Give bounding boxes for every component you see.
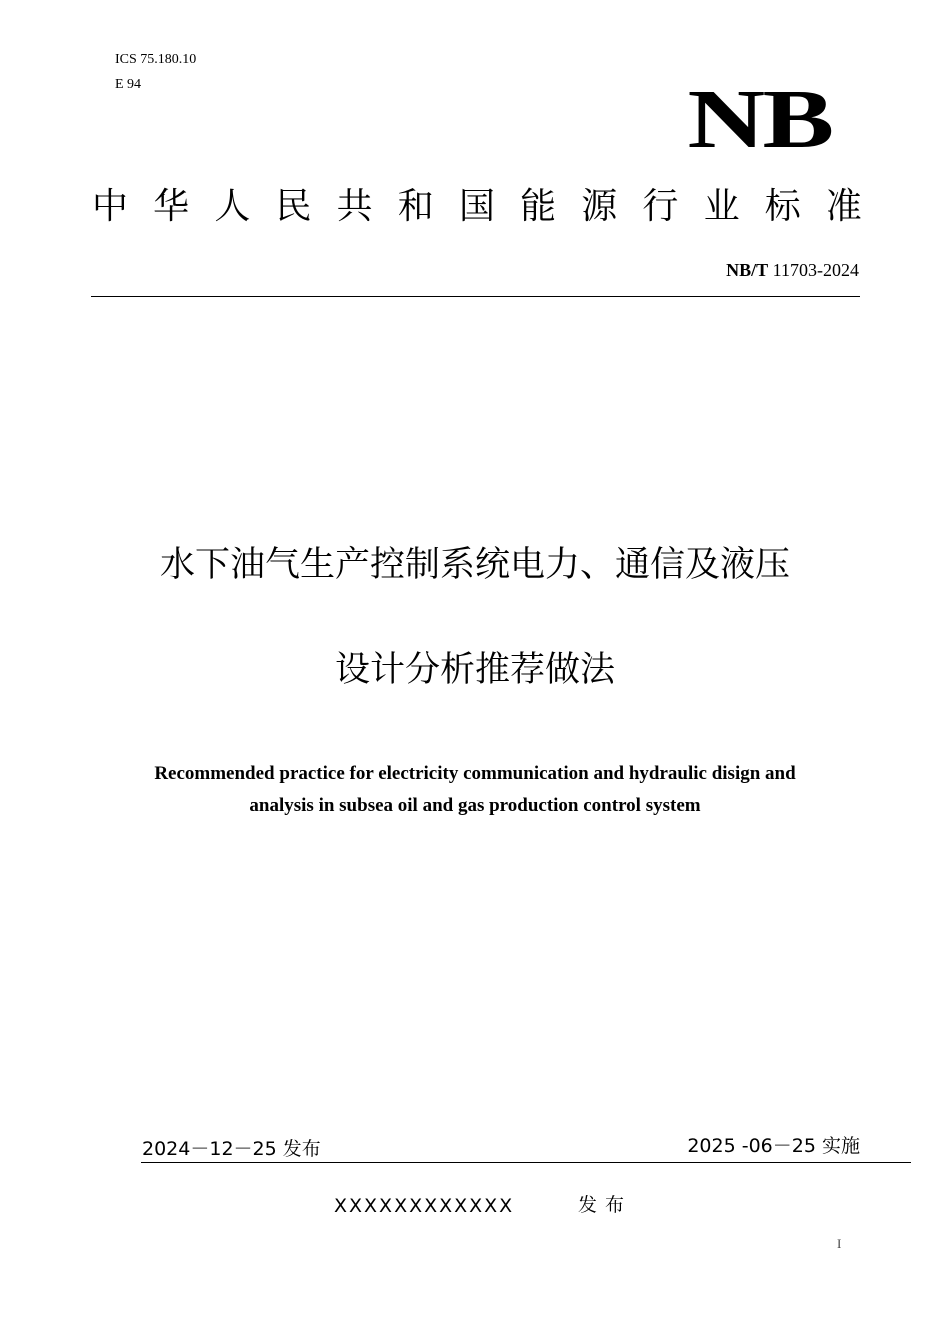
issuer-action: 发布 bbox=[578, 1194, 633, 1216]
standard-number bbox=[726, 259, 859, 281]
org-char: 能 bbox=[520, 186, 557, 227]
top-divider bbox=[91, 296, 860, 297]
org-char: 行 bbox=[642, 186, 679, 227]
org-char: 民 bbox=[275, 186, 312, 227]
ccs-code: E 94 bbox=[115, 77, 142, 92]
org-char: 国 bbox=[458, 186, 495, 227]
issuer-name: XXXXXXXXXXXX bbox=[334, 1195, 515, 1217]
org-char: 人 bbox=[214, 186, 251, 227]
chinese-title-line-1: 水下油气生产控制系统电力、通信及液压 bbox=[159, 545, 790, 585]
org-char: 和 bbox=[397, 186, 434, 227]
org-char: 共 bbox=[336, 186, 373, 227]
bottom-divider bbox=[141, 1162, 911, 1163]
nb-logo: NB bbox=[687, 73, 832, 166]
english-title-line-1: Recommended practice for electricity communication and hydraulic disign and bbox=[154, 763, 796, 784]
effective-date: 2025 -06－25 实施 bbox=[687, 1135, 860, 1157]
publish-date: 2024－12－25 发布 bbox=[142, 1138, 321, 1160]
english-title bbox=[80, 758, 870, 822]
org-char: 业 bbox=[703, 186, 740, 227]
ics-code: ICS 75.180.10 bbox=[115, 52, 197, 67]
page-number: I bbox=[837, 1236, 842, 1251]
standard-code-prefix: NB/T bbox=[726, 260, 769, 280]
standard-code-number: 11703-2024 bbox=[772, 260, 859, 280]
org-char: 准 bbox=[825, 186, 862, 227]
org-char: 华 bbox=[153, 186, 190, 227]
org-char: 中 bbox=[92, 186, 129, 227]
english-title-line-2: analysis in subsea oil and gas production control system bbox=[249, 795, 701, 816]
organization-title bbox=[92, 185, 862, 229]
chinese-title-line-2: 设计分析推荐做法 bbox=[334, 650, 615, 690]
org-char: 源 bbox=[581, 186, 618, 227]
org-char: 标 bbox=[764, 186, 801, 227]
